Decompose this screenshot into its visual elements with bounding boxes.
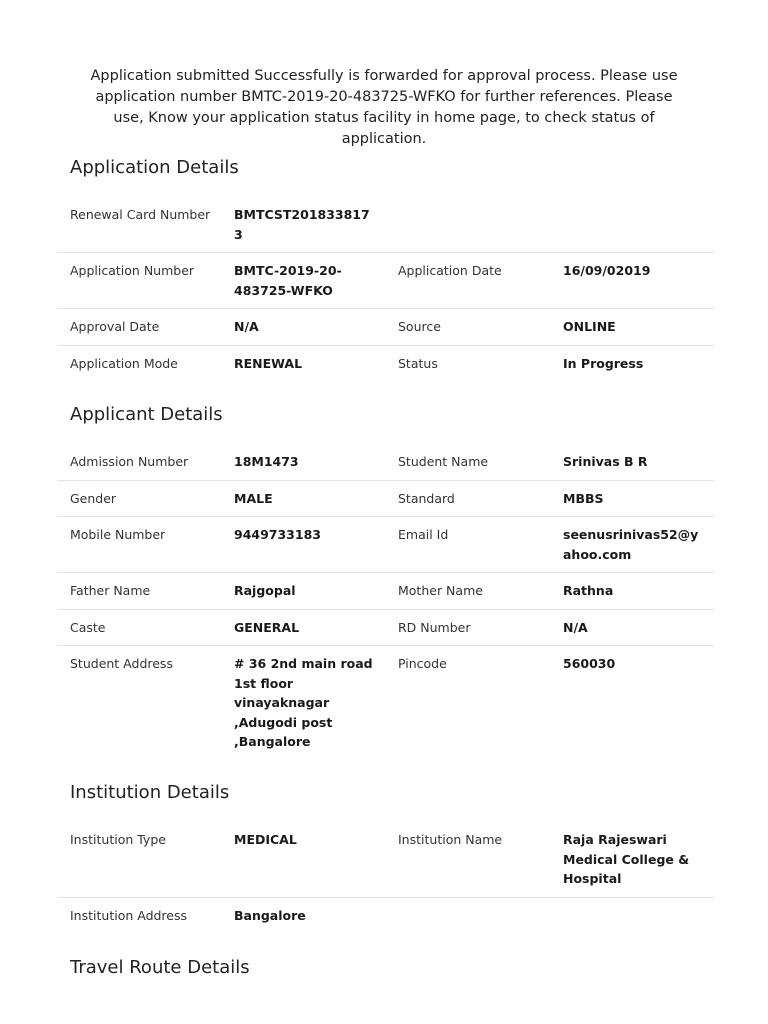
table-row [57,822,714,897]
table-row [57,345,714,381]
application-date-label: Application Date [385,253,550,309]
table-row [57,897,714,933]
table-row [57,253,714,309]
application-number-value: BMTC-2019-20-483725-WFKO [221,253,385,309]
caste-label: Caste [57,609,221,646]
institution-address-value: Bangalore [221,897,385,933]
mother-name-label: Mother Name [385,573,550,610]
institution-name-label: Institution Name [398,832,503,847]
standard-label: Standard [385,480,550,517]
mobile-number-value: 9449733183 [221,517,385,573]
student-name-value: Srinivas B R [563,454,648,469]
table-row [57,444,714,480]
email-id-label: Email Id [385,517,550,573]
application-details-table [57,197,714,381]
institution-type-value: MEDICAL [234,832,297,847]
application-number-label: Application Number [57,253,221,309]
caste-value: GENERAL [221,609,385,646]
admission-number-label: Admission Number [70,454,189,469]
travel-route-details-heading: Travel Route Details [70,957,250,978]
rd-number-value: N/A [550,609,714,646]
application-date-value: 16/09/02019 [550,253,714,309]
success-notice: Application submitted Successfully is forwarded for approval process. Please use application number BMTC-2019-20-483725-WFKO for further references. Please use, Know your application status facility in home page, to check status of application. [90,68,678,147]
pincode-value: 560030 [550,646,714,760]
institution-details-heading: Institution Details [70,782,230,803]
gender-value: MALE [221,480,385,517]
renewal-card-value: BMTCST2018338173 [234,207,370,242]
student-address-label: Student Address [57,646,221,760]
institution-address-label: Institution Address [57,897,221,933]
institution-details-table [57,822,714,933]
renewal-card-label: Renewal Card Number [70,207,211,222]
father-name-value: Rajgopal [221,573,385,610]
institution-type-label: Institution Type [70,832,166,847]
application-details-heading: Application Details [70,157,239,178]
table-row [57,517,714,573]
standard-value: MBBS [550,480,714,517]
table-row [57,197,714,253]
applicant-details-heading: Applicant Details [70,404,223,425]
approval-date-label: Approval Date [57,309,221,346]
mother-name-value: Rathna [550,573,714,610]
status-label: Status [385,345,550,381]
table-row [57,573,714,610]
pincode-label: Pincode [385,646,550,760]
status-value: In Progress [550,345,714,381]
admission-number-value: 18M1473 [234,454,299,469]
mobile-number-label: Mobile Number [57,517,221,573]
email-id-value: seenusrinivas52@yahoo.com [550,517,714,573]
institution-name-value: Raja Rajeswari Medical College & Hospital [563,832,690,886]
student-name-label: Student Name [398,454,489,469]
application-mode-value: RENEWAL [221,345,385,381]
rd-number-label: RD Number [385,609,550,646]
student-address-value: # 36 2nd main road 1st floor vinayaknagar ,Adugodi post ,Bangalore [221,646,385,760]
table-row [57,609,714,646]
table-row [57,646,714,760]
approval-date-value: N/A [221,309,385,346]
table-row [57,309,714,346]
table-row [57,480,714,517]
source-label: Source [385,309,550,346]
father-name-label: Father Name [57,573,221,610]
applicant-details-table [57,444,714,760]
gender-label: Gender [57,480,221,517]
application-mode-label: Application Mode [57,345,221,381]
source-value: ONLINE [550,309,714,346]
